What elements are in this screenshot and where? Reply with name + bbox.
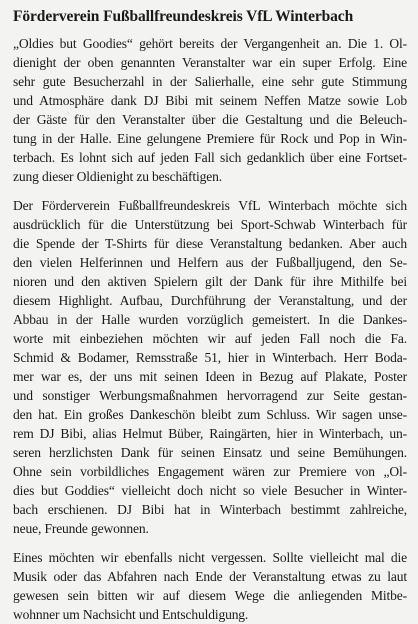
text-line: zung dieser Oldienight zu beschäftigen.: [13, 169, 222, 184]
text-line: nioren und den aktiven Spielern gilt der Dank für ihre Mithilfe bei: [13, 274, 407, 289]
article-paragraph-2: [13, 196, 407, 538]
text-line: und Atmosphäre dank DJ Bibi mit seinem Neffen Matze sowie Lob: [13, 93, 407, 108]
text-line: Musik oder das Abfahren nach Ende der Veranstaltung etwas zu laut: [13, 569, 407, 584]
text-line: Eines möchten wir ebenfalls nicht vergessen. Sollte vielleicht mal die: [13, 550, 407, 565]
text-line: worte mit einbeziehen möchten wir auf jeden Fall noch die Fa.: [13, 331, 407, 346]
text-line: dienight der oben genannten Veranstalter war ein super Erfolg. Eine: [13, 55, 407, 70]
text-line: neue, Freunde gewonnen.: [13, 521, 149, 536]
text-line: tung in der Halle. Eine gelungene Premiere für Rock und Pop in Win-: [13, 131, 407, 146]
text-line: der Gäste für den Veranstalter über die Gestaltung und die Beleuch-: [13, 112, 407, 127]
text-line: terbach. Es lohnt sich auf jeden Fall sich gedanklich über eine Fortset-: [13, 150, 407, 165]
text-line: gewesen sein bitten wir auf diesem Wege die anliegenden Mitbe-: [13, 588, 407, 603]
article-paragraph-1: [13, 34, 407, 186]
article-paragraph-3: [13, 548, 407, 624]
text-line: bach erschienen. DJ Bibi hat in Winterbach bestimmt zahlreiche,: [13, 502, 407, 517]
text-line: seren herzlichsten Dank für seinen Einsatz und seine Bemühungen.: [13, 445, 407, 460]
text-line: „Oldies but Goodies“ gehört bereits der Vergangenheit an. Die 1. Ol-: [13, 36, 407, 51]
article-headline: Förderverein Fußballfreundeskreis VfL Winterbach: [13, 8, 354, 25]
text-line: Abbau in der Halle wurden vorzüglich gemeistert. In die Dankes-: [13, 312, 407, 327]
text-line: den hat. Ein großes Dankeschön bleibt zum Schluss. Wir sagen unse-: [13, 407, 407, 422]
text-line: wohnner um Nachsicht und Entschuldigung.: [13, 607, 249, 622]
text-line: diesem Highlight. Aufbau, Durchführung der Veranstaltung, und der: [13, 293, 407, 308]
text-line: den vielen Helferinnen und Helfern aus der Fußballjugend, den Se-: [13, 255, 407, 270]
text-line: und sonstiger Werbungsmaßnahmen hervorragend zur Seite gestan-: [13, 388, 407, 403]
text-line: Schmid & Bodamer, Remsstraße 51, hier in Winterbach. Herr Boda-: [13, 350, 407, 365]
text-line: rem DJ Bibi, alias Helmut Büber, Raingärten, hier in Winterbach, un-: [13, 426, 407, 441]
text-line: dies but Goddies“ vielleicht doch nicht so viele Besucher in Winter-: [13, 483, 407, 498]
text-line: mer war es, der uns mit seinen Ideen in Bezug auf Plakate, Poster: [13, 369, 407, 384]
text-line: die Spende der T-Shirts für diese Veranstaltung bedanken. Aber auch: [13, 236, 407, 251]
text-line: sehr gute Besucherzahl in der Salierhalle, eine sehr gute Stimmung: [13, 74, 407, 89]
text-line: ausdrücklich für die Unterstützung bei Sport-Schwab Winterbach für: [13, 217, 407, 232]
text-line: Der Förderverein Fußballfreundeskreis VfL Winterbach möchte sich: [13, 198, 407, 213]
text-line: Ohne sein vorbildliches Engagement wären zur Premiere von „Ol-: [13, 464, 407, 479]
